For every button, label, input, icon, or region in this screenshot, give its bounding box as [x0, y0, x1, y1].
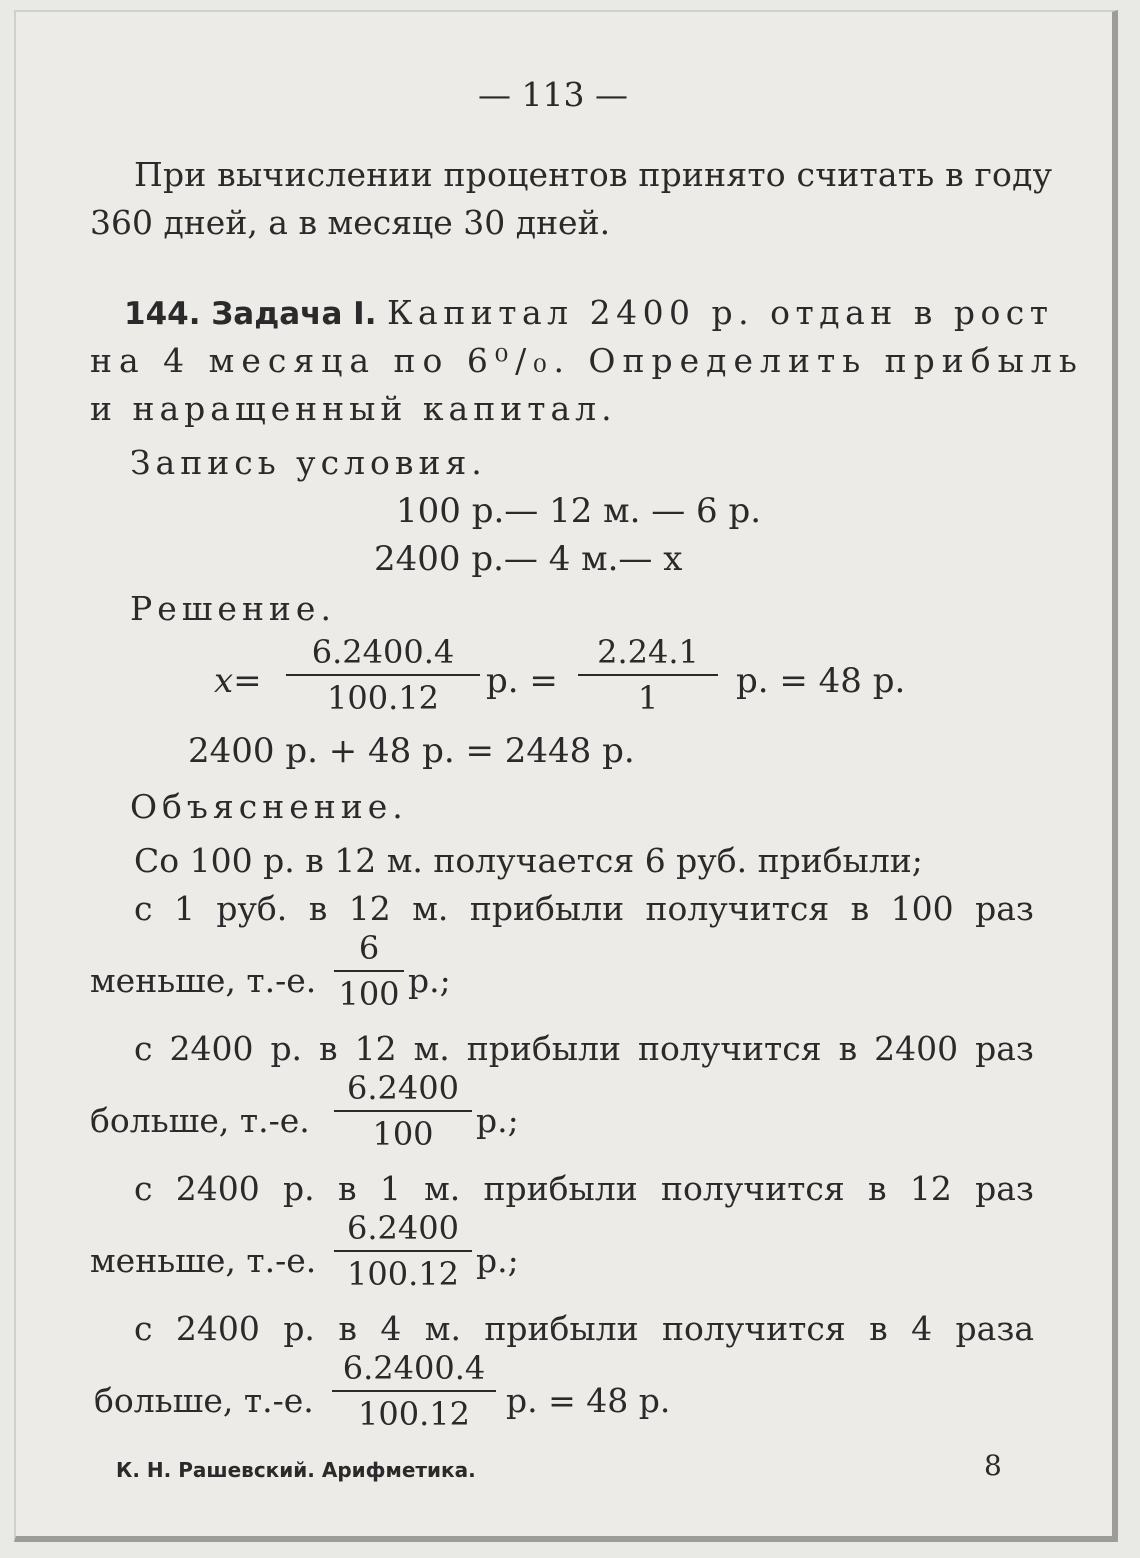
- word: раз: [975, 1029, 1034, 1068]
- solution-sum-line: 2400 р. + 48 р. = 2448 р.: [188, 731, 635, 771]
- fraction-bar: [334, 1110, 472, 1112]
- word: раза: [955, 1309, 1034, 1348]
- word: 2400: [175, 1169, 260, 1208]
- explanation-line-5-prefix: больше, т.-е.: [90, 1101, 310, 1140]
- word: с: [134, 1029, 153, 1068]
- word: 2400: [874, 1029, 959, 1068]
- word: в: [337, 1169, 357, 1208]
- intro-line-1: При вычислении процентов принято считать в году: [134, 155, 1053, 194]
- explanation-line-9-prefix: больше, т.-е.: [94, 1381, 314, 1420]
- word: 2400: [175, 1309, 260, 1348]
- solution-mid: р. =: [486, 661, 558, 701]
- solution-fraction-1: [286, 633, 480, 717]
- word: прибыли: [484, 1309, 639, 1348]
- condition-heading: Запись условия.: [130, 443, 487, 482]
- fraction-bar: [334, 970, 404, 972]
- explanation-line-7-suffix: р.;: [476, 1241, 519, 1280]
- word: 1: [173, 889, 195, 928]
- word: в: [869, 1309, 888, 1348]
- word: в: [308, 889, 328, 928]
- word: в: [319, 1029, 338, 1068]
- explanation-line-7-prefix: меньше, т.-е.: [90, 1241, 317, 1280]
- word: м.: [412, 889, 449, 928]
- problem-line-2: на 4 месяца по 6⁰/₀. Определить прибыль: [90, 341, 1084, 380]
- explanation-fraction-3: [334, 1209, 472, 1293]
- word: руб.: [216, 889, 288, 928]
- word: получится: [662, 1309, 846, 1348]
- word: м.: [424, 1169, 461, 1208]
- problem-text-1: Капитал 2400 р. отдан в рост: [386, 293, 1054, 332]
- word: прибыли: [483, 1169, 638, 1208]
- word: получится: [645, 889, 830, 928]
- explanation-fraction-4: [332, 1349, 496, 1433]
- word: 12: [354, 1029, 397, 1068]
- fraction-numerator: 6.2400: [347, 1209, 459, 1247]
- word: раз: [975, 889, 1034, 928]
- solution-heading: Решение.: [130, 589, 336, 628]
- explanation-line-9-suffix: р. = 48 р.: [506, 1381, 671, 1420]
- intro-line-2: 360 дней, а в месяце 30 дней.: [90, 203, 611, 242]
- explanation-heading: Объяснение.: [130, 787, 408, 826]
- fraction-bar: [334, 1250, 472, 1252]
- word: 4: [380, 1309, 402, 1348]
- explanation-fraction-1: [334, 929, 404, 1013]
- fraction-bar: [578, 674, 718, 676]
- explanation-line-5-suffix: р.;: [476, 1101, 519, 1140]
- condition-row-1: 100 р.— 12 м. — 6 р.: [396, 491, 762, 531]
- word: прибыли: [469, 889, 625, 928]
- word: в: [867, 1169, 887, 1208]
- word: р.: [283, 1169, 315, 1208]
- explanation-line-4: [134, 1029, 1034, 1068]
- word: в: [850, 889, 870, 928]
- fraction-bar: [286, 674, 480, 676]
- explanation-line-6: [134, 1169, 1034, 1208]
- word: 2400: [169, 1029, 254, 1068]
- solution-x-eq: x=: [214, 661, 262, 701]
- word: м.: [413, 1029, 450, 1068]
- word: прибыли: [466, 1029, 621, 1068]
- word: с: [134, 1309, 153, 1348]
- fraction-denominator: 100.12: [347, 1255, 459, 1293]
- fraction-numerator: 6.2400.4: [311, 633, 455, 671]
- condition-row-2: 2400 р.— 4 м.— x: [374, 539, 683, 579]
- word: 1: [379, 1169, 401, 1208]
- word: получится: [661, 1169, 845, 1208]
- word: р.: [283, 1309, 315, 1348]
- solution-result: р. = 48 р.: [736, 661, 906, 701]
- problem-line-1: [124, 293, 1054, 332]
- fraction-denominator: 100: [372, 1115, 434, 1153]
- word: с: [134, 1169, 153, 1208]
- word: р.: [270, 1029, 303, 1068]
- word: в: [838, 1029, 858, 1068]
- fraction-denominator: 100.12: [358, 1395, 470, 1433]
- word: получится: [637, 1029, 822, 1068]
- explanation-line-3-prefix: меньше, т.-е.: [90, 961, 317, 1000]
- page-number: — 113 —: [478, 75, 628, 114]
- word: 12: [348, 889, 391, 928]
- word: м.: [424, 1309, 461, 1348]
- footer-signature: 8: [984, 1449, 1002, 1482]
- word: с: [134, 889, 153, 928]
- word: раз: [975, 1169, 1034, 1208]
- word: 12: [909, 1169, 952, 1208]
- explanation-fraction-2: [334, 1069, 472, 1153]
- fraction-numerator: 6.2400: [347, 1069, 459, 1107]
- problem-number: 144. Задача I.: [124, 296, 377, 332]
- fraction-bar: [332, 1390, 496, 1392]
- explanation-line-2: [134, 889, 1034, 928]
- word: 100: [890, 889, 954, 928]
- fraction-denominator: 100.12: [327, 679, 439, 717]
- fraction-numerator: 6.2400.4: [342, 1349, 486, 1387]
- footer-author: К. Н. Рашевский. Арифметика.: [116, 1458, 476, 1482]
- solution-fraction-2: [578, 633, 718, 717]
- book-page: [14, 10, 1118, 1542]
- fraction-numerator: 2.24.1: [597, 633, 699, 671]
- explanation-line-8: [134, 1309, 1034, 1348]
- fraction-denominator: 1: [637, 679, 659, 717]
- fraction-numerator: 6: [358, 929, 380, 967]
- fraction-denominator: 100: [338, 975, 400, 1013]
- explanation-line-3-suffix: р.;: [408, 961, 451, 1000]
- word: 4: [911, 1309, 933, 1348]
- word: в: [338, 1309, 357, 1348]
- problem-line-3: и наращенный капитал.: [90, 389, 617, 428]
- explanation-line-1: Со 100 р. в 12 м. получается 6 руб. прибыли;: [134, 841, 923, 880]
